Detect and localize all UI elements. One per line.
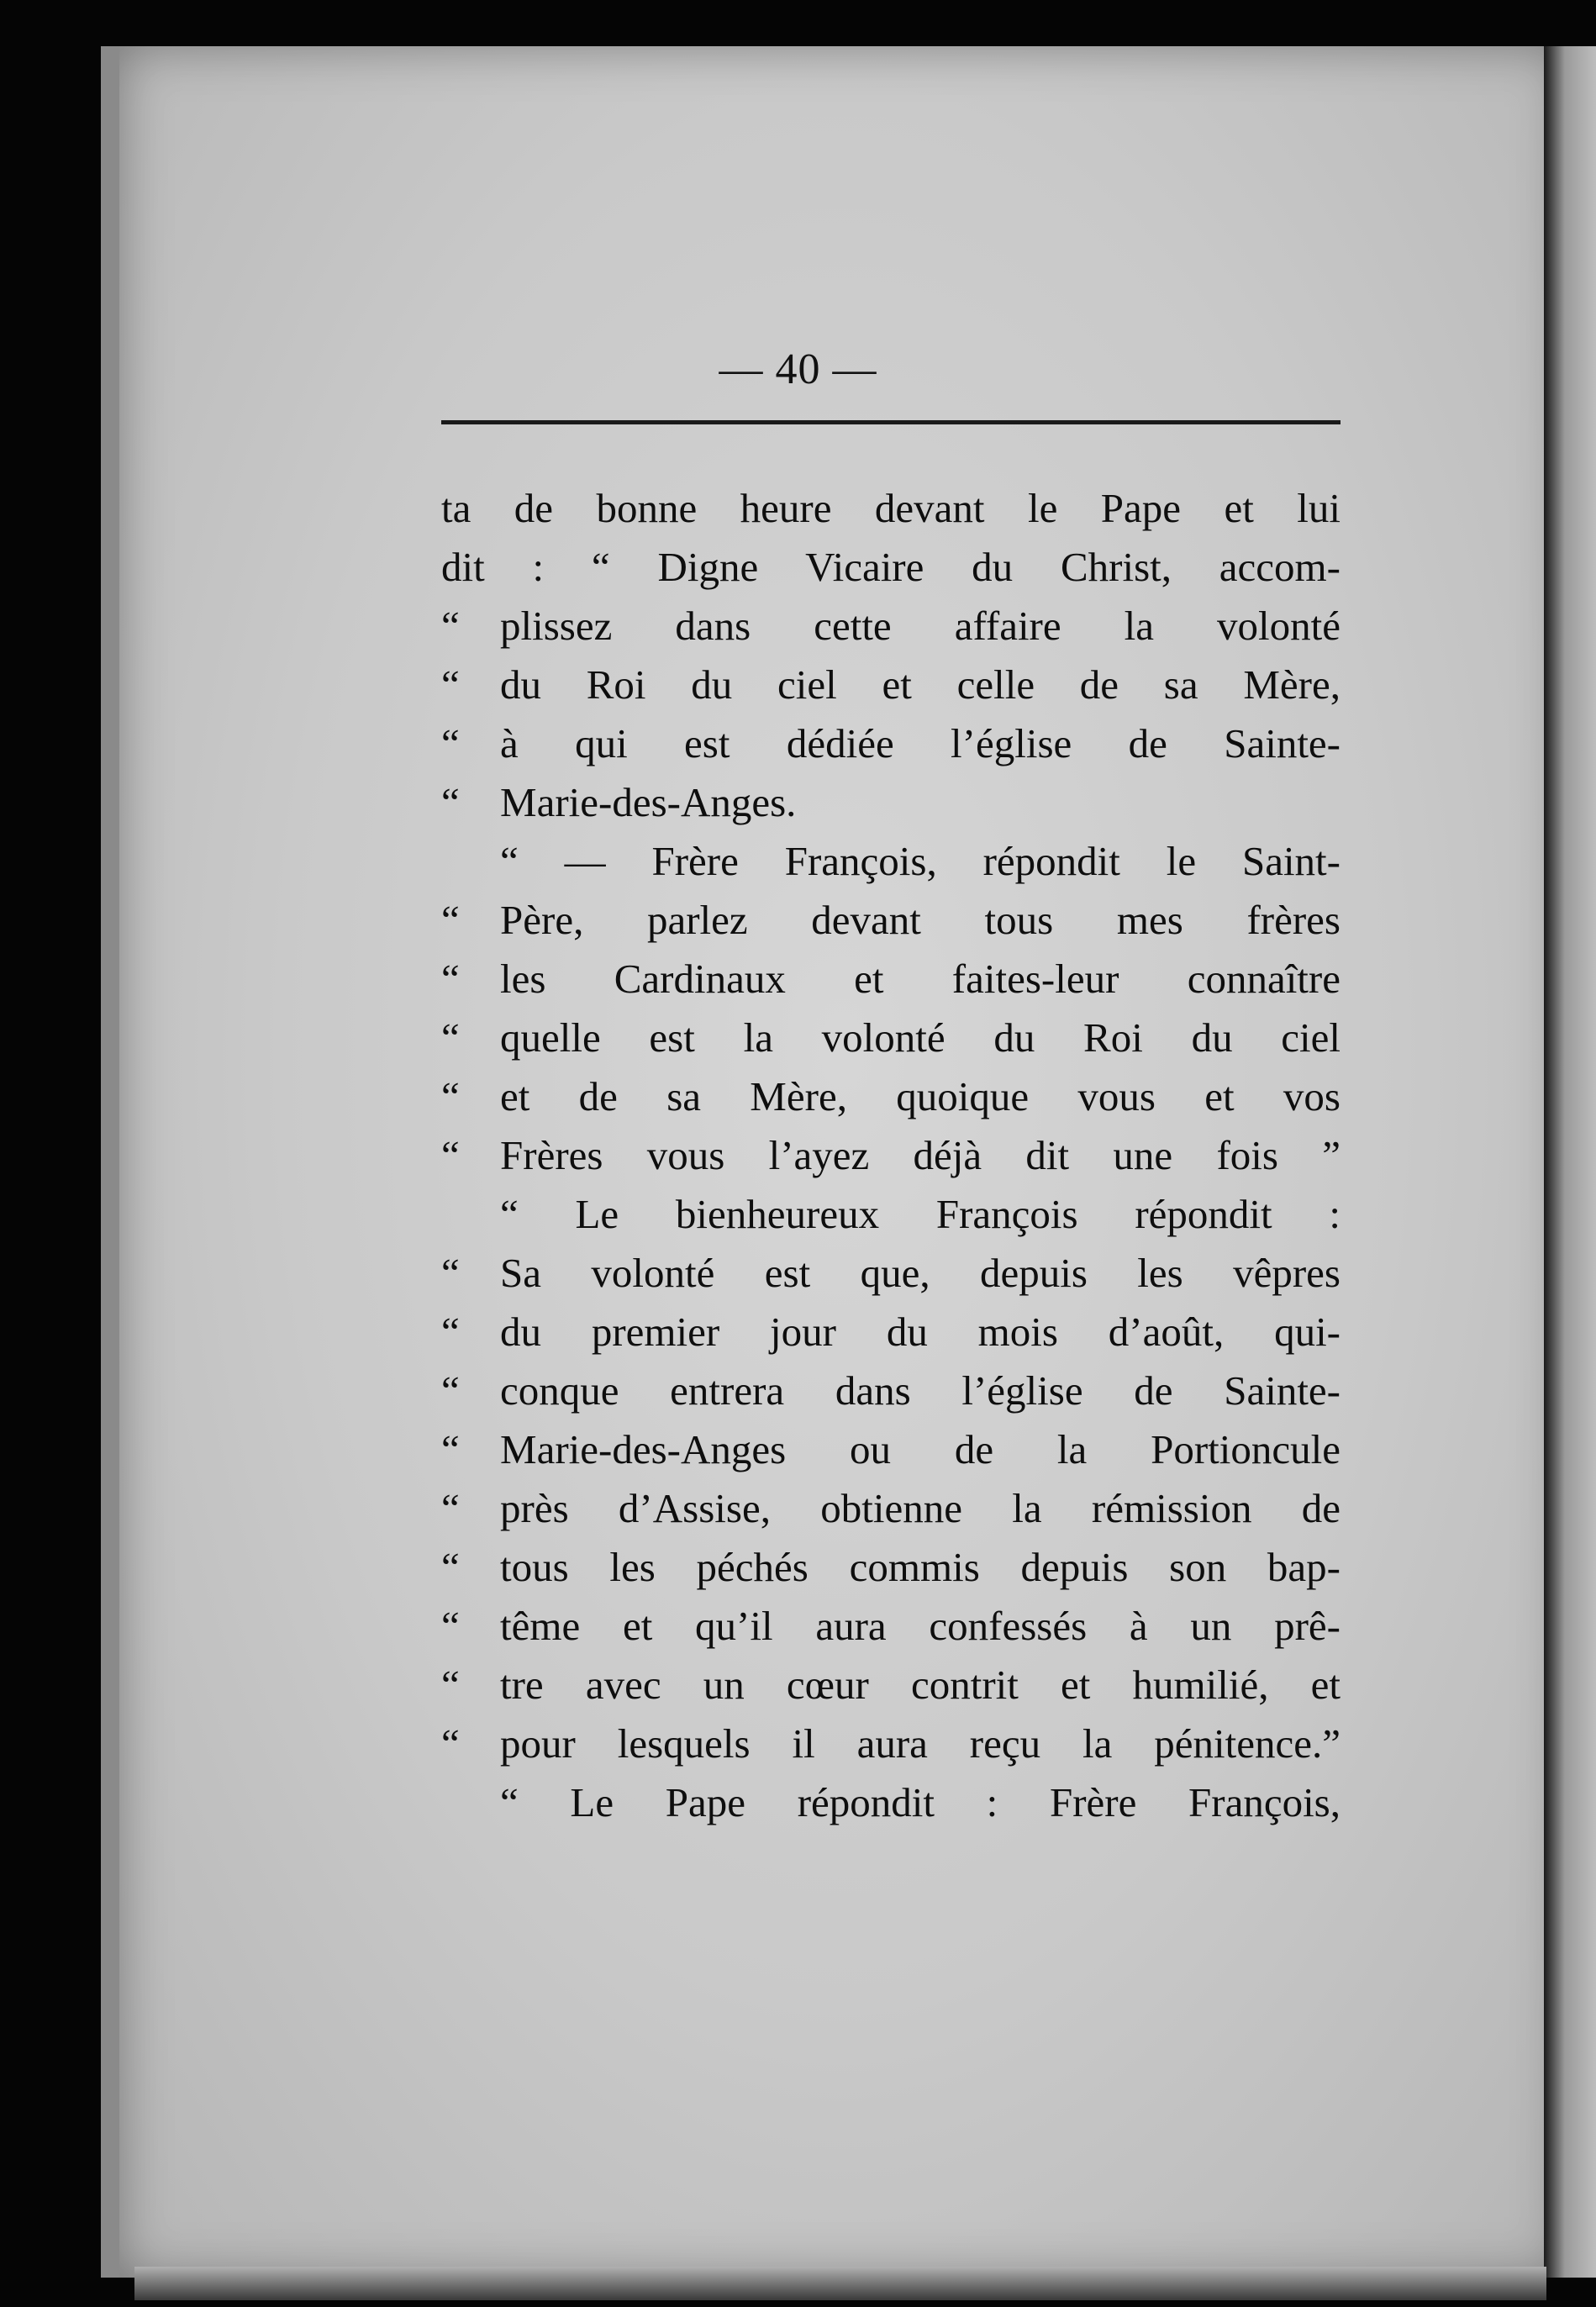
- quote-mark: “: [441, 1603, 460, 1649]
- line-text: Père, parlez devant tous mes frères: [500, 897, 1341, 943]
- text-line: [441, 597, 1341, 656]
- text-line: [441, 1303, 1341, 1362]
- line-text: conque entrera dans l’église de Sainte-: [500, 1367, 1341, 1414]
- quote-mark: “: [441, 603, 460, 649]
- line-text: tous les péchés commis depuis son bap-: [500, 1544, 1341, 1590]
- line-text: du premier jour du mois d’août, qui-: [500, 1309, 1341, 1355]
- page-bottom-edge: [134, 2267, 1546, 2300]
- line-text: quelle est la volonté du Roi du ciel: [500, 1014, 1341, 1061]
- text-line: [441, 1479, 1341, 1538]
- text-line: [441, 1538, 1341, 1597]
- text-line: [441, 1362, 1341, 1420]
- quote-mark: “: [441, 1720, 460, 1767]
- line-text: Marie-des-Anges ou de la Portioncule: [500, 1426, 1341, 1472]
- text-line: [441, 1126, 1341, 1185]
- text-line: [441, 1656, 1341, 1714]
- text-line: [441, 656, 1341, 714]
- text-line: [441, 1244, 1341, 1303]
- quote-mark: “: [441, 1014, 460, 1061]
- text-line: [441, 1067, 1341, 1126]
- line-text: Sa volonté est que, depuis les vêpres: [500, 1250, 1341, 1296]
- quote-mark: “: [441, 779, 460, 825]
- text-line: [441, 479, 1341, 538]
- line-text: plissez dans cette affaire la volonté: [500, 603, 1341, 649]
- text-line: [441, 1714, 1341, 1773]
- text-line: [441, 1420, 1341, 1479]
- quote-mark: “: [441, 1073, 460, 1119]
- line-text: et de sa Mère, quoique vous et vos: [500, 1073, 1341, 1119]
- quote-mark: “: [441, 1485, 460, 1531]
- quote-mark: “: [441, 1367, 460, 1414]
- quote-mark: “: [441, 897, 460, 943]
- line-text: “ Le Pape répondit : Frère François,: [500, 1779, 1341, 1825]
- text-line: [441, 538, 1341, 597]
- line-text: les Cardinaux et faites-leur connaître: [500, 956, 1341, 1002]
- quote-mark: “: [441, 956, 460, 1002]
- text-line: [441, 1185, 1341, 1244]
- quote-mark: “: [441, 1426, 460, 1472]
- header-rule: [441, 420, 1341, 424]
- text-line: [441, 1597, 1341, 1656]
- quote-mark: “: [441, 1250, 460, 1296]
- line-text: tême et qu’il aura confessés à un prê-: [500, 1603, 1341, 1649]
- line-text: “ — Frère François, répondit le Saint-: [500, 838, 1341, 884]
- quote-mark: “: [441, 1132, 460, 1178]
- line-text: à qui est dédiée l’église de Sainte-: [500, 720, 1341, 766]
- line-text: “ Le bienheureux François répondit :: [500, 1191, 1341, 1237]
- quote-mark: “: [441, 1544, 460, 1590]
- quote-mark: “: [441, 661, 460, 708]
- line-text: Marie-des-Anges.: [500, 779, 797, 825]
- line-text: près d’Assise, obtienne la rémission de: [500, 1485, 1341, 1531]
- text-line: [441, 950, 1341, 1009]
- text-line: [441, 832, 1341, 891]
- line-text: ta de bonne heure devant le Pape et lui: [441, 485, 1341, 531]
- line-text: pour lesquels il aura reçu la pénitence.”: [500, 1720, 1341, 1767]
- line-text: dit : “ Digne Vicaire du Christ, accom-: [441, 544, 1341, 590]
- text-line: [441, 891, 1341, 950]
- line-text: du Roi du ciel et celle de sa Mère,: [500, 661, 1341, 708]
- page-number: — 40 —: [719, 345, 877, 393]
- quote-mark: “: [441, 720, 460, 766]
- text-line: [441, 1773, 1341, 1832]
- text-line: [441, 714, 1341, 773]
- quote-mark: “: [441, 1662, 460, 1708]
- quote-mark: “: [441, 1309, 460, 1355]
- body-text: [441, 479, 1341, 1832]
- text-line: [441, 773, 1341, 832]
- line-text: tre avec un cœur contrit et humilié, et: [500, 1662, 1341, 1708]
- text-line: [441, 1009, 1341, 1067]
- line-text: Frères vous l’ayez déjà dit une fois ”: [500, 1132, 1341, 1178]
